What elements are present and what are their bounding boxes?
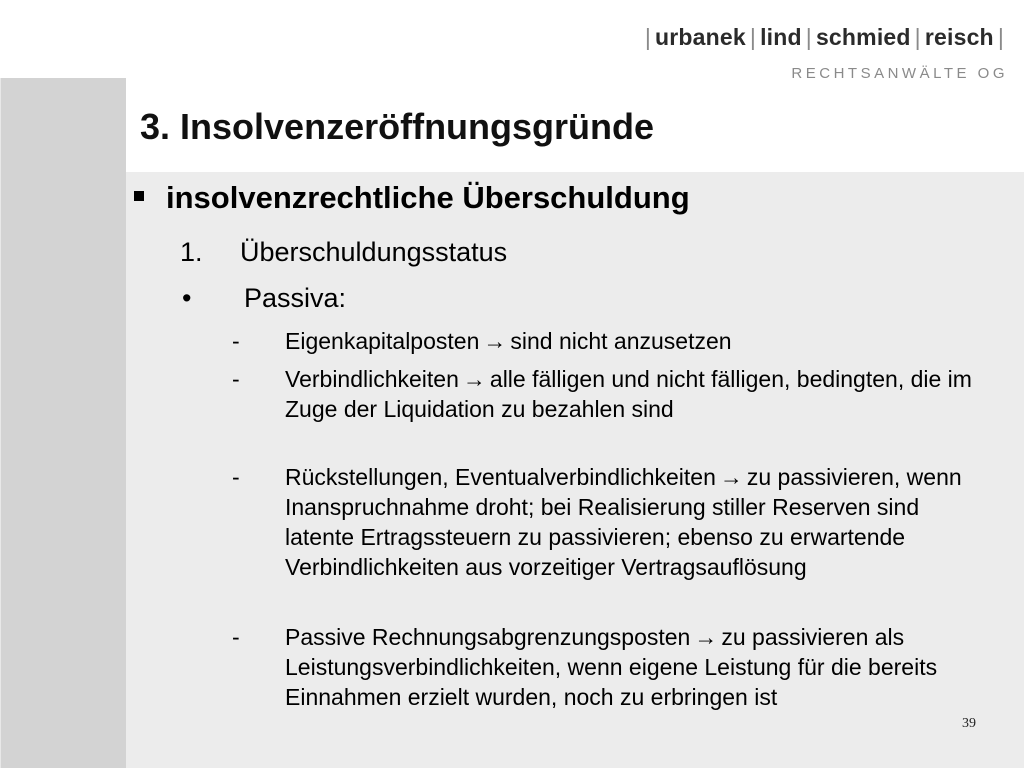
slide-title: 3. Insolvenzeröffnungsgründe bbox=[140, 106, 655, 147]
square-bullet-icon bbox=[134, 191, 144, 201]
arrow-right-icon: → bbox=[462, 366, 486, 392]
sub-item-rechnungsabgrenzung bbox=[228, 622, 975, 712]
brand-names bbox=[641, 24, 1008, 51]
sub-item-text bbox=[285, 462, 975, 582]
sub-item-subject: Passive Rechnungsabgrenzungsposten bbox=[285, 624, 691, 650]
dash-marker: - bbox=[232, 366, 240, 392]
arrow-right-icon: → bbox=[719, 464, 743, 490]
numbered-item bbox=[180, 237, 507, 268]
left-decorative-bar bbox=[0, 78, 126, 768]
brand-name-urbanek: urbanek bbox=[655, 24, 746, 50]
brand-separator: | bbox=[914, 24, 921, 50]
sub-item-verbindlichkeiten bbox=[228, 364, 975, 424]
sub-item-text bbox=[285, 622, 975, 712]
sub-item-description: alle fälligen und nicht fälligen, bedingten, die im Zuge der Liquidation zu bezahlen sind bbox=[285, 366, 972, 422]
sub-item-text bbox=[285, 326, 975, 356]
brand-separator: | bbox=[644, 24, 651, 50]
arrow-right-icon: → bbox=[483, 328, 507, 354]
sub-item-subject: Rückstellungen, Eventualverbindlichkeiten bbox=[285, 464, 716, 490]
brand-subtitle: RECHTSANWÄLTE OG bbox=[791, 65, 1008, 82]
page-number: 39 bbox=[962, 716, 976, 731]
brand-logo bbox=[641, 24, 1008, 82]
brand-separator: | bbox=[749, 24, 757, 50]
bullet-item-label: Passiva: bbox=[244, 283, 347, 313]
sub-item-description: zu passivieren, wenn Inanspruchnahme droht; bei Realisierung stiller Reserven sind latente Ertragssteuern zu passivieren; ebenso zu erwartende Verbindlichkeiten aus vorzeitiger Vertragsauflösung bbox=[285, 464, 962, 580]
sub-item-description: sind nicht anzusetzen bbox=[510, 328, 732, 354]
brand-name-lind: lind bbox=[760, 24, 802, 50]
brand-name-schmied: schmied bbox=[815, 24, 911, 50]
dash-marker: - bbox=[232, 624, 240, 650]
section-heading-text: insolvenzrechtliche Überschuldung bbox=[166, 180, 690, 215]
sub-item-eigenkapital bbox=[228, 326, 975, 356]
arrow-right-icon: → bbox=[694, 624, 718, 650]
sub-item-rueckstellungen bbox=[228, 462, 975, 582]
sub-item-subject: Verbindlichkeiten bbox=[285, 366, 459, 392]
sub-item-text bbox=[285, 364, 975, 424]
brand-separator: | bbox=[997, 24, 1004, 50]
numbered-item-number: 1. bbox=[180, 237, 203, 267]
section-heading bbox=[134, 180, 690, 216]
dash-marker: - bbox=[232, 464, 240, 490]
bullet-dot-icon: • bbox=[182, 283, 192, 313]
sub-item-description: zu passivieren als Leistungsverbindlichkeiten, wenn eigene Leistung für die bereits Einnahmen erzielt wurden, noch zu erbringen ist bbox=[285, 624, 938, 710]
dash-marker: - bbox=[232, 328, 240, 354]
brand-name-reisch: reisch bbox=[924, 24, 994, 50]
left-bar-divider bbox=[0, 78, 1, 768]
numbered-item-label: Überschuldungsstatus bbox=[240, 237, 508, 267]
brand-separator: | bbox=[805, 24, 812, 50]
bullet-item-passiva bbox=[180, 283, 346, 314]
sub-item-subject: Eigenkapitalposten bbox=[285, 328, 480, 354]
